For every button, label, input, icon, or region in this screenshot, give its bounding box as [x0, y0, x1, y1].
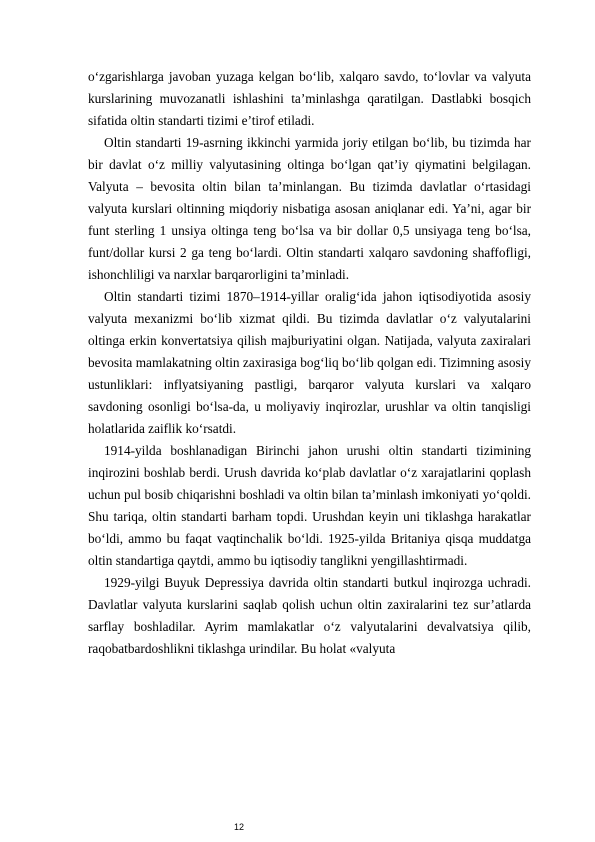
paragraph-world-war-one: 1914-yilda boshlanadigan Birinchi jahon urushi oltin standarti tizimining inqirozini boshlab berdi. Urush davrida ko‘plab davlatlar o‘z xarajatlarini qoplash uchun pul bosib chiqarishni boshladi va oltin bilan ta’minlash imkoniyati yo‘qoldi. Shu tariqa, oltin standarti barham topdi. Urushdan keyin uni tiklashga harakatlar bo‘ldi, ammo bu faqat vaqtinchalik bo‘ldi. 1925-yilda Britaniya qisqa muddatga oltin standartiga qaytdi, ammo bu iqtisodiy tanglikni yengillashtirmadi.: [88, 443, 531, 568]
paragraph-gold-standard-period: Oltin standarti tizimi 1870–1914-yillar oralig‘ida jahon iqtisodiyotida asosiy valyuta mexanizmi bo‘lib xizmat qildi. Bu tizimda davlatlar o‘z valyutalarini oltinga erkin konvertatsiya qilish majburiyatini olgan. Natijada, valyuta zaxiralari bevosita mamlakatning oltin zaxirasiga bog‘liq bo‘lib qolgan edi. Tizimning asosiy ustunliklari: inflyatsiyaning pastligi, barqaror valyuta kurslari va xalqaro savdoning osonligi bo‘lsa-da, u moliyaviy inqirozlar, urushlar va oltin tanqisligi holatlarida zaiflik ko‘rsatdi.: [88, 289, 531, 436]
paragraph-continuation: o‘zgarishlarga javoban yuzaga kelgan bo‘lib, xalqaro savdo, to‘lovlar va valyuta kurslarining muvozanatli ishlashini ta’minlashga qaratilgan. Dastlabki bosqich sifatida oltin standarti tizimi e’tirof etiladi.: [88, 69, 531, 128]
paragraph-great-depression: 1929-yilgi Buyuk Depressiya davrida oltin standarti butkul inqirozga uchradi. Davlatlar valyuta kurslarini saqlab qolish uchun oltin zaxiralarini tez sur’atlarda sarflay boshladilar. Ayrim mamlakatlar o‘z valyutalarini devalvatsiya qilib, raqobatbardoshlikni tiklashga urindilar. Bu holat «valyuta: [88, 575, 531, 656]
body-text: [88, 66, 531, 660]
page-number: 12: [233, 822, 244, 832]
paragraph-gold-standard-intro: Oltin standarti 19-asrning ikkinchi yarmida joriy etilgan bo‘lib, bu tizimda har bir davlat o‘z milliy valyutasining oltinga bo‘lgan qat’iy qiymatini belgilagan. Valyuta – bevosita oltin bilan ta’minlangan. Bu tizimda davlatlar o‘rtasidagi valyuta kurslari oltinning miqdoriy nisbatiga asosan aniqlanar edi. Ya’ni, agar bir funt sterling 1 unsiya oltinga teng bo‘lsa va bir dollar 0,5 unsiyaga teng bo‘lsa, funt/dollar kursi 2 ga teng bo‘lardi. Oltin standarti xalqaro savdoning shaffofligi, ishonchliligi va narxlar barqarorligini ta’minladi.: [88, 135, 531, 282]
